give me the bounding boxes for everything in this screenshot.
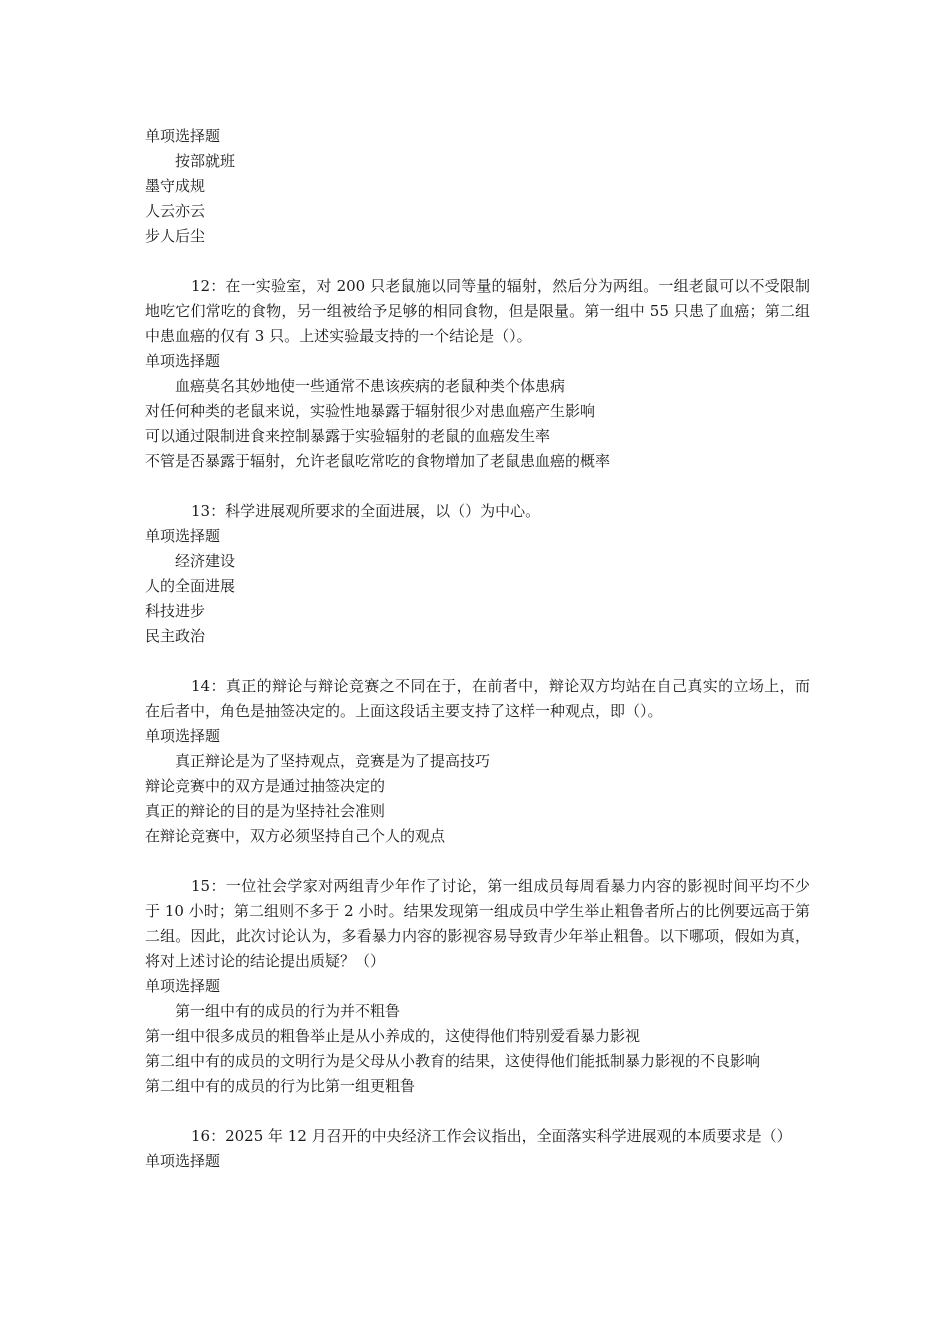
question-15-block — [145, 874, 810, 1099]
question-12-text: 12：在一实验室，对 200 只老鼠施以同等量的辐射，然后分为两组。一组老鼠可以不受限制地吃它们常吃的食物，另一组被给予足够的相同食物，但是限量。第一组中 55 只患了血癌；第二组中患血癌的仅有 3 只。上述实验最支持的一个结论是（）。 — [145, 277, 810, 345]
question-type-label: 单项选择题 — [145, 527, 221, 545]
question-type-label: 单项选择题 — [145, 977, 221, 995]
question-type-label: 单项选择题 — [145, 127, 221, 145]
option-d: 在辩论竞赛中，双方必须坚持自己个人的观点 — [145, 827, 446, 845]
question-16-block — [145, 1124, 810, 1174]
option-d: 第二组中有的成员的行为比第一组更粗鲁 — [145, 1077, 416, 1095]
option-b: 对任何种类的老鼠来说，实验性地暴露于辐射很少对患血癌产生影响 — [145, 402, 596, 420]
question-type-label: 单项选择题 — [145, 1152, 221, 1170]
option-c: 第二组中有的成员的文明行为是父母从小教育的结果，这使得他们能抵制暴力影视的不良影响 — [145, 1052, 761, 1070]
option-a: 第一组中有的成员的行为并不粗鲁 — [175, 1002, 401, 1020]
option-b: 人的全面进展 — [145, 577, 236, 595]
option-c: 人云亦云 — [145, 202, 206, 220]
option-b: 墨守成规 — [145, 177, 206, 195]
spacer — [145, 849, 810, 874]
option-d: 民主政治 — [145, 627, 206, 645]
option-d: 步人后尘 — [145, 227, 206, 245]
question-14-text: 14：真正的辩论与辩论竞赛之不同在于，在前者中，辩论双方均站在自己真实的立场上，而在后者中，角色是抽签决定的。上面这段话主要支持了这样一种观点，即（）。 — [145, 677, 810, 720]
spacer — [145, 249, 810, 274]
option-b: 第一组中很多成员的粗鲁举止是从小养成的，这使得他们特别爱看暴力影视 — [145, 1027, 641, 1045]
spacer — [145, 649, 810, 674]
question-13-text: 13：科学进展观所要求的全面进展，以（）为中心。 — [191, 502, 541, 520]
option-a: 按部就班 — [175, 152, 236, 170]
option-b: 辩论竞赛中的双方是通过抽签决定的 — [145, 777, 386, 795]
option-d: 不管是否暴露于辐射，允许老鼠吃常吃的食物增加了老鼠患血癌的概率 — [145, 452, 611, 470]
spacer — [145, 474, 810, 499]
question-12-block — [145, 274, 810, 474]
spacer — [145, 1099, 810, 1124]
question-13-block — [145, 499, 810, 649]
option-c: 真正的辩论的目的是为坚持社会准则 — [145, 802, 386, 820]
option-a: 真正辩论是为了坚持观点，竞赛是为了提高技巧 — [175, 752, 491, 770]
question-15-text: 15：一位社会学家对两组青少年作了讨论，第一组成员每周看暴力内容的影视时间平均不少于 10 小时；第二组则不多于 2 小时。结果发现第一组成员中学生举止粗鲁者所占的比例要远高于第二组。因此，此次讨论认为，多看暴力内容的影视容易导致青少年举止粗鲁。以下哪项，假如为真，将对上述讨论的结论提出质疑？（） — [145, 877, 810, 970]
question-14-block — [145, 674, 810, 849]
question-type-label: 单项选择题 — [145, 352, 221, 370]
question-11-block — [145, 124, 810, 249]
document-body — [145, 124, 810, 1174]
option-a: 血癌莫名其妙地使一些通常不患该疾病的老鼠种类个体患病 — [175, 377, 566, 395]
question-type-label: 单项选择题 — [145, 727, 221, 745]
question-16-text: 16：2025 年 12 月召开的中央经济工作会议指出，全面落实科学进展观的本质要求是（） — [191, 1127, 792, 1145]
option-a: 经济建设 — [175, 552, 236, 570]
option-c: 科技进步 — [145, 602, 206, 620]
option-c: 可以通过限制进食来控制暴露于实验辐射的老鼠的血癌发生率 — [145, 427, 551, 445]
